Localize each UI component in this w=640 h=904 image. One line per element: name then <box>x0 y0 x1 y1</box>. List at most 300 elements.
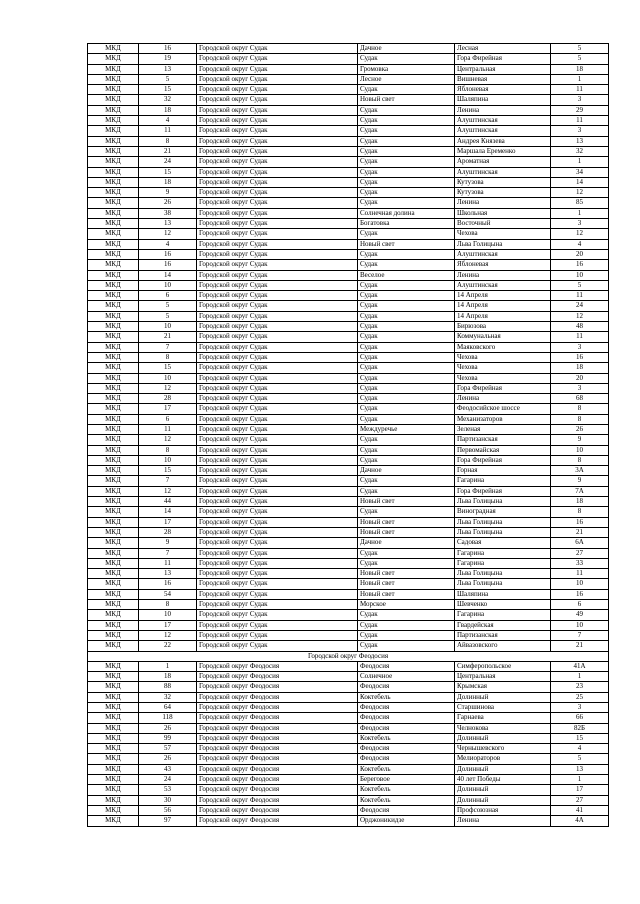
number-cell: 8 <box>139 136 197 146</box>
type-cell: МКД <box>88 363 139 373</box>
district-cell: Городской округ Судак <box>197 424 358 434</box>
number-cell: 24 <box>139 157 197 167</box>
type-cell: МКД <box>88 126 139 136</box>
street-cell: Алуштинская <box>455 126 551 136</box>
section-row <box>88 651 609 661</box>
type-cell: МКД <box>88 424 139 434</box>
house-cell: 41 <box>551 805 609 815</box>
district-cell: Городской округ Судак <box>197 435 358 445</box>
number-cell: 26 <box>139 754 197 764</box>
number-cell: 97 <box>139 816 197 826</box>
table-row <box>88 177 609 187</box>
locality-cell: Судак <box>358 280 455 290</box>
locality-cell: Береговое <box>358 775 455 785</box>
house-cell: 10 <box>551 579 609 589</box>
locality-cell: Судак <box>358 260 455 270</box>
locality-cell: Дачное <box>358 466 455 476</box>
house-cell: 5 <box>551 754 609 764</box>
type-cell: МКД <box>88 661 139 671</box>
district-cell: Городской округ Судак <box>197 363 358 373</box>
district-cell: Городской округ Судак <box>197 641 358 651</box>
number-cell: 1 <box>139 661 197 671</box>
locality-cell: Новый свет <box>358 497 455 507</box>
house-cell: 41А <box>551 661 609 671</box>
type-cell: МКД <box>88 105 139 115</box>
table-row <box>88 44 609 54</box>
house-cell: 21 <box>551 641 609 651</box>
number-cell: 10 <box>139 322 197 332</box>
district-cell: Городской округ Феодосия <box>197 754 358 764</box>
house-cell: 13 <box>551 764 609 774</box>
table-row <box>88 764 609 774</box>
district-cell: Городской округ Судак <box>197 373 358 383</box>
street-cell: Маяковского <box>455 342 551 352</box>
district-cell: Городской округ Феодосия <box>197 805 358 815</box>
district-cell: Городской округ Судак <box>197 507 358 517</box>
type-cell: МКД <box>88 785 139 795</box>
number-cell: 10 <box>139 610 197 620</box>
district-cell: Городской округ Феодосия <box>197 785 358 795</box>
house-cell: 33 <box>551 558 609 568</box>
street-cell: 14 Апреля <box>455 301 551 311</box>
house-cell: 48 <box>551 322 609 332</box>
house-cell: 29 <box>551 105 609 115</box>
street-cell: Долинный <box>455 733 551 743</box>
district-cell: Городской округ Судак <box>197 579 358 589</box>
table-row <box>88 394 609 404</box>
house-cell: 3 <box>551 219 609 229</box>
table-row <box>88 589 609 599</box>
district-cell: Городской округ Судак <box>197 342 358 352</box>
type-cell: МКД <box>88 805 139 815</box>
number-cell: 8 <box>139 352 197 362</box>
table-row <box>88 785 609 795</box>
locality-cell: Судак <box>358 54 455 64</box>
type-cell: МКД <box>88 136 139 146</box>
number-cell: 56 <box>139 805 197 815</box>
type-cell: МКД <box>88 455 139 465</box>
locality-cell: Междуречье <box>358 424 455 434</box>
type-cell: МКД <box>88 476 139 486</box>
street-cell: Чехова <box>455 229 551 239</box>
type-cell: МКД <box>88 672 139 682</box>
number-cell: 43 <box>139 764 197 774</box>
type-cell: МКД <box>88 589 139 599</box>
table-row <box>88 672 609 682</box>
number-cell: 17 <box>139 517 197 527</box>
table-row <box>88 579 609 589</box>
locality-cell: Феодосия <box>358 661 455 671</box>
locality-cell: Новый свет <box>358 569 455 579</box>
district-cell: Городской округ Судак <box>197 630 358 640</box>
number-cell: 99 <box>139 733 197 743</box>
street-cell: Шаляпина <box>455 95 551 105</box>
district-cell: Городской округ Феодосия <box>197 713 358 723</box>
table-row <box>88 54 609 64</box>
house-cell: 5 <box>551 54 609 64</box>
house-cell: 8 <box>551 414 609 424</box>
type-cell: МКД <box>88 713 139 723</box>
type-cell: МКД <box>88 527 139 537</box>
street-cell: Шевченко <box>455 600 551 610</box>
table-row <box>88 332 609 342</box>
table-row <box>88 713 609 723</box>
house-cell: 10 <box>551 620 609 630</box>
type-cell: МКД <box>88 352 139 362</box>
locality-cell: Феодосия <box>358 723 455 733</box>
street-cell: Долинный <box>455 785 551 795</box>
house-cell: 32 <box>551 146 609 156</box>
street-cell: Зеленая <box>455 424 551 434</box>
number-cell: 12 <box>139 229 197 239</box>
type-cell: МКД <box>88 54 139 64</box>
type-cell: МКД <box>88 620 139 630</box>
district-cell: Городской округ Судак <box>197 177 358 187</box>
table-row <box>88 260 609 270</box>
street-cell: Вишневая <box>455 74 551 84</box>
table-row <box>88 527 609 537</box>
house-cell: 23 <box>551 682 609 692</box>
number-cell: 14 <box>139 270 197 280</box>
locality-cell: Судак <box>358 455 455 465</box>
table-row <box>88 105 609 115</box>
street-cell: Кутузова <box>455 177 551 187</box>
house-cell: 82Б <box>551 723 609 733</box>
street-cell: Ленина <box>455 394 551 404</box>
locality-cell: Судак <box>358 126 455 136</box>
number-cell: 5 <box>139 74 197 84</box>
street-cell: Айвазовского <box>455 641 551 651</box>
locality-cell: Коктебель <box>358 764 455 774</box>
number-cell: 13 <box>139 569 197 579</box>
number-cell: 44 <box>139 497 197 507</box>
locality-cell: Судак <box>358 476 455 486</box>
type-cell: МКД <box>88 569 139 579</box>
number-cell: 16 <box>139 260 197 270</box>
type-cell: МКД <box>88 383 139 393</box>
street-cell: Центральная <box>455 64 551 74</box>
locality-cell: Судак <box>358 352 455 362</box>
locality-cell: Новый свет <box>358 239 455 249</box>
number-cell: 11 <box>139 424 197 434</box>
type-cell: МКД <box>88 219 139 229</box>
table-body <box>88 44 609 827</box>
locality-cell: Дачное <box>358 44 455 54</box>
type-cell: МКД <box>88 517 139 527</box>
street-cell: Механизаторов <box>455 414 551 424</box>
locality-cell: Новый свет <box>358 95 455 105</box>
housing-table <box>87 43 609 827</box>
house-cell: 8 <box>551 455 609 465</box>
street-cell: Яблоневая <box>455 85 551 95</box>
house-cell: 18 <box>551 64 609 74</box>
locality-cell: Судак <box>358 486 455 496</box>
house-cell: 4 <box>551 239 609 249</box>
street-cell: Бирюзова <box>455 322 551 332</box>
house-cell: 12 <box>551 188 609 198</box>
district-cell: Городской округ Судак <box>197 332 358 342</box>
number-cell: 15 <box>139 466 197 476</box>
district-cell: Городской округ Феодосия <box>197 744 358 754</box>
number-cell: 30 <box>139 795 197 805</box>
district-cell: Городской округ Судак <box>197 600 358 610</box>
district-cell: Городской округ Феодосия <box>197 661 358 671</box>
street-cell: Алуштинская <box>455 249 551 259</box>
table-row <box>88 322 609 332</box>
table-row <box>88 795 609 805</box>
type-cell: МКД <box>88 301 139 311</box>
table-row <box>88 445 609 455</box>
street-cell: Старшинова <box>455 703 551 713</box>
district-cell: Городской округ Судак <box>197 589 358 599</box>
locality-cell: Судак <box>358 558 455 568</box>
house-cell: 3 <box>551 342 609 352</box>
number-cell: 21 <box>139 332 197 342</box>
table-row <box>88 816 609 826</box>
street-cell: Чехова <box>455 373 551 383</box>
house-cell: 3 <box>551 126 609 136</box>
street-cell: Гора Фирейная <box>455 486 551 496</box>
street-cell: Андрея Князева <box>455 136 551 146</box>
type-cell: МКД <box>88 342 139 352</box>
number-cell: 4 <box>139 239 197 249</box>
number-cell: 21 <box>139 146 197 156</box>
locality-cell: Судак <box>358 188 455 198</box>
street-cell: 40 лет Победы <box>455 775 551 785</box>
street-cell: Чехова <box>455 363 551 373</box>
locality-cell: Судак <box>358 641 455 651</box>
house-cell: 66 <box>551 713 609 723</box>
house-cell: 14 <box>551 177 609 187</box>
table-row <box>88 373 609 383</box>
locality-cell: Солнечная долина <box>358 208 455 218</box>
table-row <box>88 723 609 733</box>
district-cell: Городской округ Судак <box>197 466 358 476</box>
street-cell: Гвардейская <box>455 620 551 630</box>
table-row <box>88 455 609 465</box>
district-cell: Городской округ Судак <box>197 620 358 630</box>
street-cell: Гора Фирейная <box>455 455 551 465</box>
table-row <box>88 188 609 198</box>
locality-cell: Судак <box>358 136 455 146</box>
type-cell: МКД <box>88 373 139 383</box>
number-cell: 4 <box>139 116 197 126</box>
house-cell: 9 <box>551 435 609 445</box>
district-cell: Городской округ Судак <box>197 116 358 126</box>
house-cell: 1 <box>551 775 609 785</box>
district-cell: Городской округ Судак <box>197 167 358 177</box>
number-cell: 10 <box>139 280 197 290</box>
number-cell: 17 <box>139 404 197 414</box>
table-row <box>88 754 609 764</box>
type-cell: МКД <box>88 579 139 589</box>
type-cell: МКД <box>88 775 139 785</box>
table-row <box>88 733 609 743</box>
house-cell: 27 <box>551 795 609 805</box>
house-cell: 11 <box>551 569 609 579</box>
house-cell: 4А <box>551 816 609 826</box>
house-cell: 21 <box>551 527 609 537</box>
type-cell: МКД <box>88 332 139 342</box>
type-cell: МКД <box>88 630 139 640</box>
table-row <box>88 249 609 259</box>
number-cell: 26 <box>139 198 197 208</box>
house-cell: 10 <box>551 445 609 455</box>
street-cell: Крымская <box>455 682 551 692</box>
table-row <box>88 620 609 630</box>
type-cell: МКД <box>88 764 139 774</box>
number-cell: 7 <box>139 548 197 558</box>
district-cell: Городской округ Судак <box>197 558 358 568</box>
number-cell: 14 <box>139 507 197 517</box>
number-cell: 8 <box>139 445 197 455</box>
number-cell: 16 <box>139 44 197 54</box>
type-cell: МКД <box>88 795 139 805</box>
house-cell: 3А <box>551 466 609 476</box>
street-cell: Льва Голицына <box>455 579 551 589</box>
type-cell: МКД <box>88 188 139 198</box>
district-cell: Городской округ Судак <box>197 105 358 115</box>
number-cell: 18 <box>139 177 197 187</box>
street-cell: Алуштинская <box>455 116 551 126</box>
street-cell: Коммунальная <box>455 332 551 342</box>
number-cell: 28 <box>139 527 197 537</box>
type-cell: МКД <box>88 558 139 568</box>
type-cell: МКД <box>88 394 139 404</box>
locality-cell: Судак <box>358 177 455 187</box>
number-cell: 64 <box>139 703 197 713</box>
table-row <box>88 198 609 208</box>
number-cell: 22 <box>139 641 197 651</box>
house-cell: 4 <box>551 744 609 754</box>
street-cell: Маршала Еременко <box>455 146 551 156</box>
district-cell: Городской округ Судак <box>197 85 358 95</box>
table-row <box>88 146 609 156</box>
street-cell: Долинный <box>455 795 551 805</box>
street-cell: Ленина <box>455 105 551 115</box>
locality-cell: Судак <box>358 435 455 445</box>
street-cell: Партизанская <box>455 630 551 640</box>
type-cell: МКД <box>88 641 139 651</box>
district-cell: Городской округ Судак <box>197 476 358 486</box>
locality-cell: Новый свет <box>358 579 455 589</box>
street-cell: Профсоюзная <box>455 805 551 815</box>
house-cell: 9 <box>551 476 609 486</box>
table-row <box>88 569 609 579</box>
street-cell: Льва Голицына <box>455 239 551 249</box>
table-row <box>88 219 609 229</box>
house-cell: 1 <box>551 74 609 84</box>
street-cell: Гагарина <box>455 476 551 486</box>
locality-cell: Новый свет <box>358 527 455 537</box>
locality-cell: Судак <box>358 249 455 259</box>
locality-cell: Новый свет <box>358 517 455 527</box>
street-cell: Центральная <box>455 672 551 682</box>
locality-cell: Коктебель <box>358 733 455 743</box>
house-cell: 11 <box>551 116 609 126</box>
type-cell: МКД <box>88 95 139 105</box>
locality-cell: Феодосия <box>358 805 455 815</box>
house-cell: 27 <box>551 548 609 558</box>
house-cell: 11 <box>551 332 609 342</box>
number-cell: 5 <box>139 311 197 321</box>
type-cell: МКД <box>88 116 139 126</box>
locality-cell: Судак <box>358 394 455 404</box>
district-cell: Городской округ Судак <box>197 497 358 507</box>
street-cell: Горная <box>455 466 551 476</box>
street-cell: Феодосийское шоссе <box>455 404 551 414</box>
house-cell: 34 <box>551 167 609 177</box>
table-row <box>88 661 609 671</box>
locality-cell: Коктебель <box>358 692 455 702</box>
street-cell: Чехова <box>455 352 551 362</box>
house-cell: 13 <box>551 136 609 146</box>
locality-cell: Морское <box>358 600 455 610</box>
locality-cell: Феодосия <box>358 744 455 754</box>
house-cell: 6 <box>551 600 609 610</box>
house-cell: 68 <box>551 394 609 404</box>
table-row <box>88 641 609 651</box>
house-cell: 26 <box>551 424 609 434</box>
type-cell: МКД <box>88 538 139 548</box>
street-cell: Льва Голицына <box>455 527 551 537</box>
type-cell: МКД <box>88 610 139 620</box>
house-cell: 18 <box>551 363 609 373</box>
district-cell: Городской округ Судак <box>197 610 358 620</box>
locality-cell: Солнечное <box>358 672 455 682</box>
number-cell: 12 <box>139 630 197 640</box>
locality-cell: Судак <box>358 229 455 239</box>
street-cell: Ленина <box>455 270 551 280</box>
locality-cell: Феодосия <box>358 682 455 692</box>
district-cell: Городской округ Судак <box>197 352 358 362</box>
locality-cell: Судак <box>358 85 455 95</box>
house-cell: 16 <box>551 352 609 362</box>
district-cell: Городской округ Судак <box>197 208 358 218</box>
type-cell: МКД <box>88 260 139 270</box>
number-cell: 11 <box>139 126 197 136</box>
street-cell: 14 Апреля <box>455 291 551 301</box>
district-cell: Городской округ Судак <box>197 44 358 54</box>
number-cell: 9 <box>139 538 197 548</box>
table-row <box>88 301 609 311</box>
type-cell: МКД <box>88 64 139 74</box>
house-cell: 8 <box>551 507 609 517</box>
number-cell: 32 <box>139 95 197 105</box>
table-row <box>88 538 609 548</box>
table-row <box>88 136 609 146</box>
house-cell: 85 <box>551 198 609 208</box>
locality-cell: Судак <box>358 630 455 640</box>
type-cell: МКД <box>88 703 139 713</box>
street-cell: Гора Фирейная <box>455 54 551 64</box>
number-cell: 15 <box>139 85 197 95</box>
table-row <box>88 404 609 414</box>
table-row <box>88 157 609 167</box>
district-cell: Городской округ Судак <box>197 322 358 332</box>
house-cell: 5 <box>551 44 609 54</box>
district-cell: Городской округ Феодосия <box>197 775 358 785</box>
locality-cell: Судак <box>358 146 455 156</box>
district-cell: Городской округ Феодосия <box>197 672 358 682</box>
street-cell: Лесная <box>455 44 551 54</box>
district-cell: Городской округ Судак <box>197 548 358 558</box>
number-cell: 53 <box>139 785 197 795</box>
locality-cell: Судак <box>358 548 455 558</box>
number-cell: 54 <box>139 589 197 599</box>
street-cell: Кутузова <box>455 188 551 198</box>
street-cell: Восточный <box>455 219 551 229</box>
